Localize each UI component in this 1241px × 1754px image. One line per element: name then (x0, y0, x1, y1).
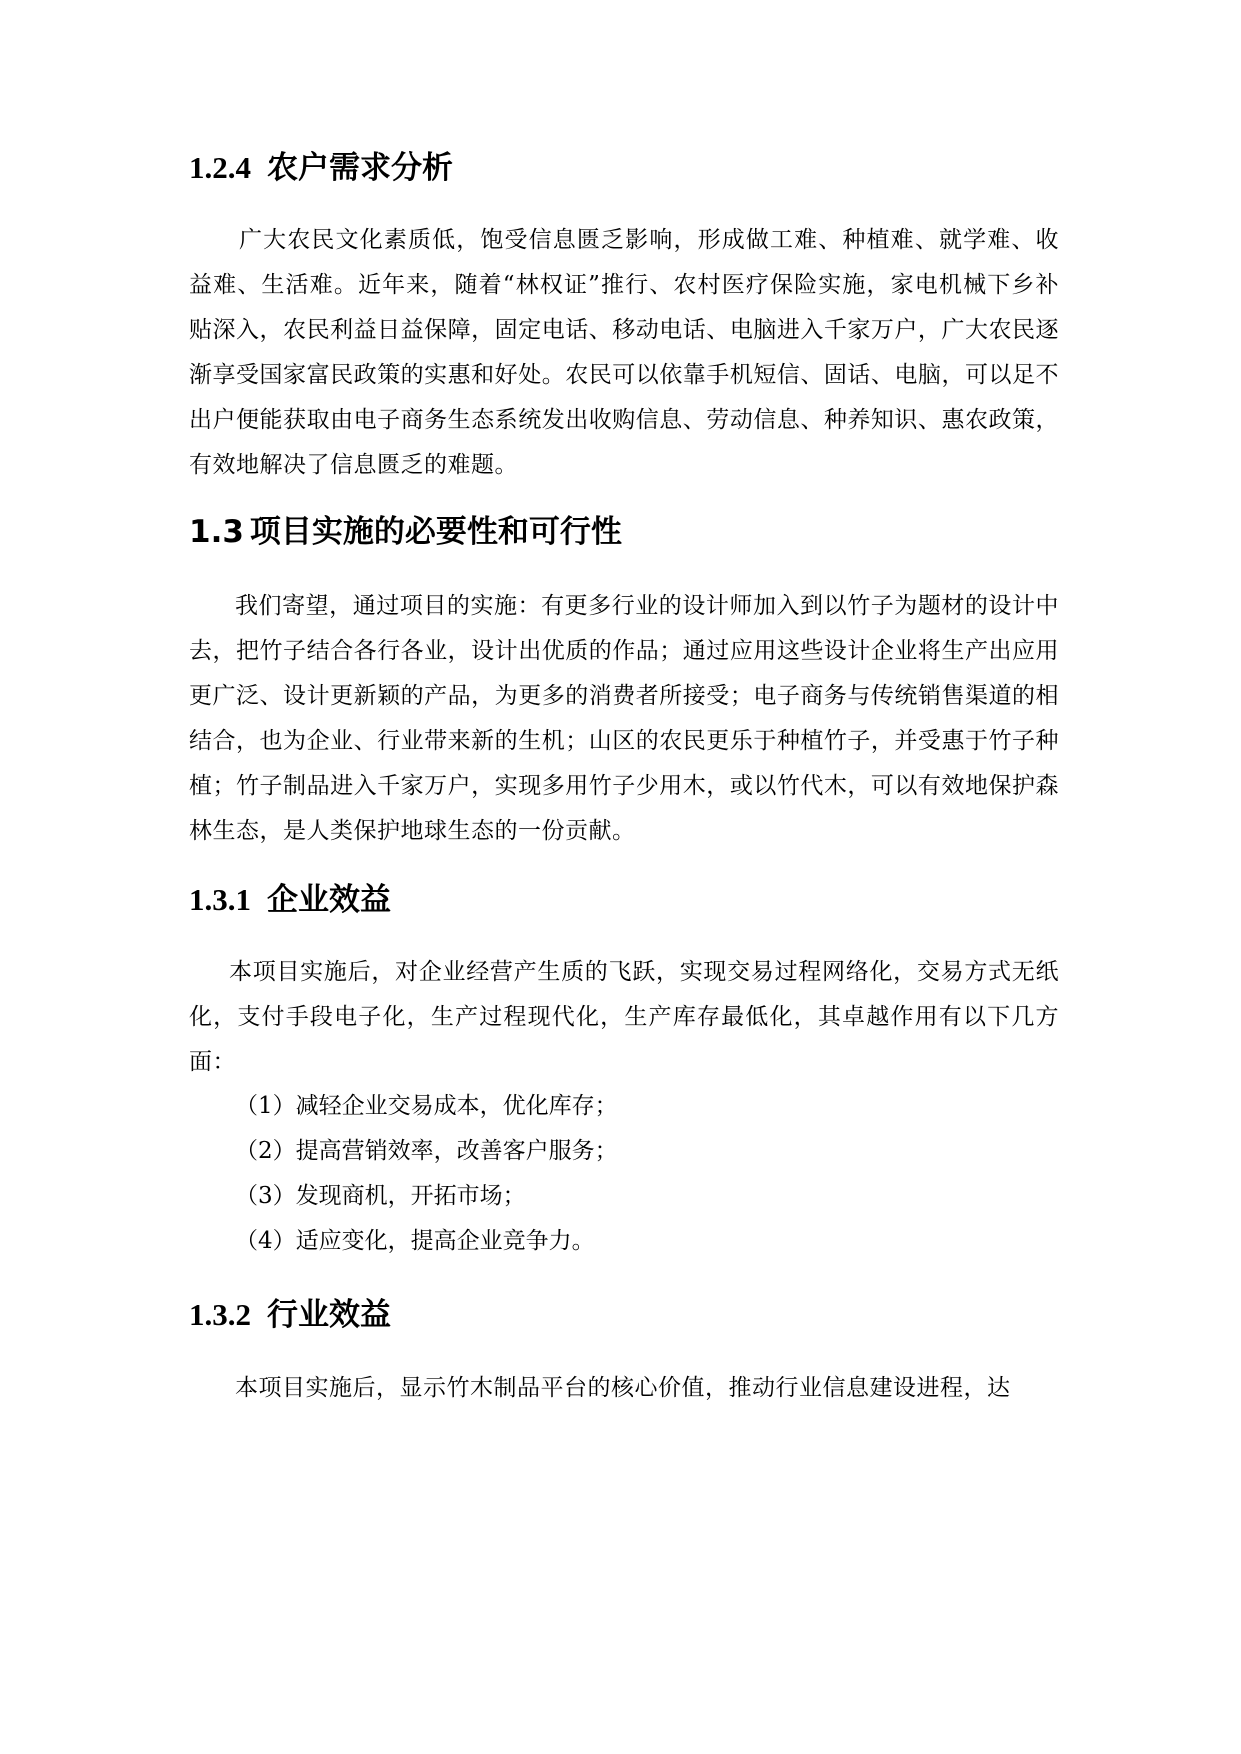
paragraph-farmer-needs: 广大农民文化素质低，饱受信息匮乏影响，形成做工难、种植难、就学难、收益难、生活难。近年来，随着“林权证”推行、农村医疗保险实施，家电机械下乡补贴深入，农民利益日益保障，固定电话、移动电话、电脑进入千家万户，广大农民逐渐享受国家富民政策的实惠和好处。农民可以依靠手机短信、固话、电脑，可以足不出户便能获取由电子商务生态系统发出收购信息、劳动信息、种养知识、惠农政策，有效地解决了信息匮乏的难题。 (189, 227, 1059, 478)
heading-title: 农户需求分析 (267, 150, 453, 186)
section-heading-1-3-2 (189, 1295, 391, 1335)
section-heading-1-3-1 (189, 880, 391, 920)
heading-title: 项目实施的必要性和可行性 (249, 514, 622, 550)
list-item: （1）减轻企业交易成本，优化库存； (235, 1093, 618, 1119)
list-item: （2）提高营销效率，改善客户服务； (235, 1138, 618, 1164)
enterprise-benefit-list (235, 1084, 618, 1264)
paragraph-necessity: 我们寄望，通过项目的实施：有更多行业的设计师加入到以竹子为题材的设计中去，把竹子结合各行各业，设计出优质的作品；通过应用这些设计企业将生产出应用更广泛、设计更新颖的产品，为更多的消费者所接受；电子商务与传统销售渠道的相结合，也为企业、行业带来新的生机；山区的农民更乐于种植竹子，并受惠于竹子种植；竹子制品进入千家万户，实现多用竹子少用木，或以竹代木，可以有效地保护森林生态，是人类保护地球生态的一份贡献。 (189, 593, 1059, 844)
heading-title: 企业效益 (267, 882, 391, 918)
heading-title: 行业效益 (267, 1297, 391, 1333)
heading-number: 1.3 (189, 514, 244, 550)
section-heading-1-2-4 (189, 148, 453, 188)
list-item: （3）发现商机，开拓市场； (235, 1183, 526, 1209)
paragraph-industry-benefit: 本项目实施后，显示竹木制品平台的核心价值，推动行业信息建设进程，达 (235, 1375, 1011, 1401)
heading-number: 1.3.1 (189, 882, 251, 917)
heading-number: 1.3.2 (189, 1297, 251, 1332)
list-item: （4）适应变化，提高企业竞争力。 (235, 1228, 595, 1254)
section-heading-1-3 (189, 512, 622, 552)
heading-number: 1.2.4 (189, 150, 251, 185)
paragraph-enterprise-benefit: 本项目实施后，对企业经营产生质的飞跃，实现交易过程网络化，交易方式无纸化，支付手段电子化，生产过程现代化，生产库存最低化，其卓越作用有以下几方面： (189, 959, 1059, 1075)
